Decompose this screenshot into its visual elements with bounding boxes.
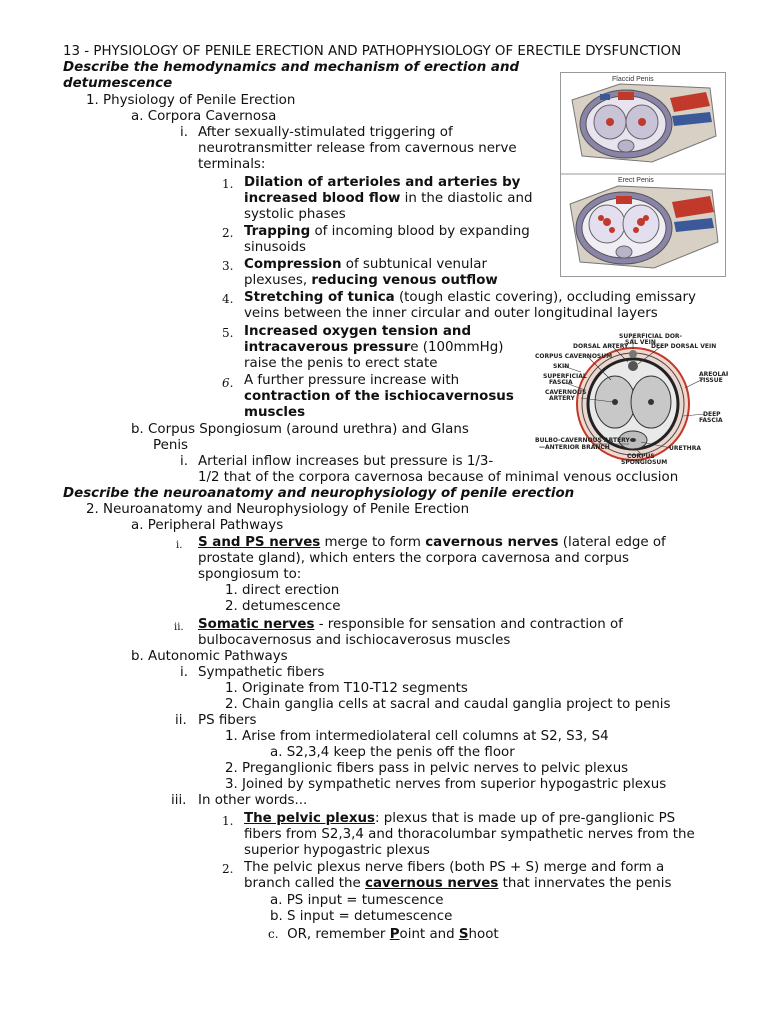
- label-bulbo-cavernous-artery: BULBO-CAVERNOUS ARTERY: [535, 437, 630, 444]
- label-urethra: URETHRA: [669, 445, 701, 452]
- erect-label: Erect Penis: [618, 177, 654, 184]
- list-item: 1. Arise from intermediolateral cell columns at S2, S3, S4: [225, 729, 609, 744]
- list-item-text: 1/2 that of the corpora cavernosa because of minimal venous occlusion: [198, 470, 679, 485]
- section-heading-hemodynamics: Describe the hemodynamics and mechanism of erection and: [63, 60, 520, 75]
- section-heading-neuroanatomy: Describe the neuroanatomy and neurophysiology of penile erection: [63, 486, 575, 501]
- list-item-text: veins between the inner circular and outer longitudinal layers: [244, 306, 658, 321]
- list-item-text: Dilation of arterioles and arteries by: [244, 175, 521, 190]
- list-item-text: fibers from S2,3,4 and thoracolumbar sympathetic nerves from the: [244, 827, 695, 842]
- list-number: ii.: [174, 622, 184, 633]
- list-item-text: muscles: [244, 405, 306, 420]
- list-item: 3. Joined by sympathetic nerves from superior hypogastric plexus: [225, 777, 667, 792]
- list-item-text: raise the penis to erect state: [244, 356, 438, 371]
- list-item: b. Autonomic Pathways: [131, 649, 288, 664]
- list-item: iii.: [171, 793, 187, 808]
- label-superficial-dorsal-vein: SUPERFICIAL DOR-: [619, 333, 683, 340]
- list-item: 2. Neuroanatomy and Neurophysiology of Penile Erection: [86, 502, 470, 517]
- list-number: i.: [176, 540, 183, 551]
- label-corpus-spongiosum: CORPUS: [627, 453, 655, 460]
- list-item-text: Arterial inflow increases but pressure is 1/3-: [198, 454, 494, 469]
- list-item-text: neurotransmitter release from cavernous nerve: [198, 141, 517, 156]
- label-dorsal-artery: DORSAL ARTERY: [573, 343, 629, 350]
- list-item: i.: [180, 665, 188, 680]
- list-number: 3.: [222, 259, 234, 273]
- label-deep-dorsal-vein: DEEP DORSAL VEIN: [651, 343, 717, 350]
- list-item: 1. Originate from T10-T12 segments: [225, 681, 468, 696]
- list-item-text: PS fibers: [198, 713, 257, 728]
- list-item-text: contraction of the ischiocavernosus: [244, 389, 514, 404]
- list-item-text: intracaverous pressure (100mmHg): [244, 340, 504, 355]
- figure-labeled-cross-section: [533, 332, 728, 468]
- label-cavernous-artery-2: ARTERY: [549, 395, 575, 402]
- label-areolar-tissue-2: TISSUE: [699, 377, 723, 384]
- list-item-text: A further pressure increase with: [244, 373, 460, 388]
- list-item-text: Increased oxygen tension and: [244, 324, 472, 339]
- list-item-text: Somatic nerves - responsible for sensation and contraction of: [198, 617, 623, 632]
- list-number: 1.: [222, 814, 234, 828]
- label-corpus-spongiosum-2: SPONGIOSUM: [621, 459, 668, 466]
- list-item-text: sinusoids: [244, 240, 307, 255]
- flaccid-label: Flaccid Penis: [612, 76, 654, 83]
- list-item-text: superior hypogastric plexus: [244, 843, 430, 858]
- list-item-text: The pelvic plexus: plexus that is made up of pre-ganglionic PS: [244, 811, 676, 826]
- list-item: ii.: [175, 713, 187, 728]
- list-item-text: plexuses, reducing venous outflow: [244, 273, 498, 288]
- list-item-text: increased blood flow in the diastolic and: [244, 191, 533, 206]
- list-item-text: prostate gland), which enters the corpora cavernosa and corpus: [198, 551, 629, 566]
- list-item-text: Compression of subtunical venular: [244, 257, 487, 272]
- list-number: 4.: [222, 292, 234, 306]
- label-anterior-branch: —ANTERIOR BRANCH: [539, 444, 610, 451]
- label-superficial-fascia-2: FASCIA: [549, 379, 573, 386]
- list-item: a. PS input = tumescence: [270, 893, 444, 908]
- list-item: a. Peripheral Pathways: [131, 518, 284, 533]
- document-title: 13 - PHYSIOLOGY OF PENILE ERECTION AND PATHOPHYSIOLOGY OF ERECTILE DYSFUNCTION: [63, 44, 682, 59]
- list-item-text: S and PS nerves merge to form cavernous nerves (lateral edge of: [198, 535, 666, 550]
- list-item-text: After sexually-stimulated triggering of: [198, 125, 453, 140]
- list-item-text: Penis: [153, 438, 189, 453]
- list-item-text: systolic phases: [244, 207, 346, 222]
- list-number: 2.: [222, 862, 234, 876]
- label-superficial-fascia: SUPERFICIAL: [543, 373, 587, 380]
- list-item: 1. direct erection: [225, 583, 340, 598]
- list-item-text: Trapping of incoming blood by expanding: [244, 224, 530, 239]
- list-item: i.: [180, 125, 188, 140]
- list-item-text: Sympathetic fibers: [198, 665, 325, 680]
- list-item: 1. Physiology of Penile Erection: [86, 93, 296, 108]
- list-item: c. OR, remember Point and Shoot: [268, 927, 499, 942]
- label-cavernous-artery: CAVERNOUS: [545, 389, 587, 396]
- list-item: 2. detumescence: [225, 599, 341, 614]
- list-item: 2. Chain ganglia cells at sacral and caudal ganglia project to penis: [225, 697, 671, 712]
- list-item-text: Stretching of tunica (tough elastic covering), occluding emissary: [244, 290, 696, 305]
- list-item: a. Corpora Cavernosa: [131, 109, 277, 124]
- label-areolar-tissue: AREOLAR: [699, 371, 728, 378]
- section-heading-hemodynamics-cont: detumescence: [63, 76, 173, 91]
- list-item: b. Corpus Spongiosum (around urethra) and Glans: [131, 422, 469, 437]
- label-corpus-cavernosum: CORPUS CAVERNOSUM: [535, 353, 613, 360]
- figure-flaccid-erect: [560, 72, 726, 277]
- list-number: 5.: [222, 326, 234, 340]
- list-item: i.: [180, 454, 188, 469]
- label-deep-fascia: DEEP: [703, 411, 721, 418]
- list-item-text: In other words...: [198, 793, 308, 808]
- label-superficial-dorsal-vein-2: SAL VEIN: [625, 339, 656, 346]
- list-item-text: spongiosum to:: [198, 567, 302, 582]
- list-item-text: branch called the cavernous nerves that innervates the penis: [244, 876, 672, 891]
- list-item-text: terminals:: [198, 157, 266, 172]
- label-skin: SKIN: [553, 363, 570, 370]
- label-deep-fascia-2: FASCIA: [699, 417, 723, 424]
- list-number: 2.: [222, 226, 234, 240]
- list-number: 1.: [222, 177, 234, 191]
- list-item: a. S2,3,4 keep the penis off the floor: [270, 745, 515, 760]
- list-item-text: bulbocavernosus and ischiocaverosus muscles: [198, 633, 511, 648]
- list-number: 6.: [222, 376, 234, 390]
- list-item: b. S input = detumescence: [270, 909, 453, 924]
- list-item: 2. Preganglionic fibers pass in pelvic nerves to pelvic plexus: [225, 761, 629, 776]
- list-item-text: The pelvic plexus nerve fibers (both PS + S) merge and form a: [244, 860, 665, 875]
